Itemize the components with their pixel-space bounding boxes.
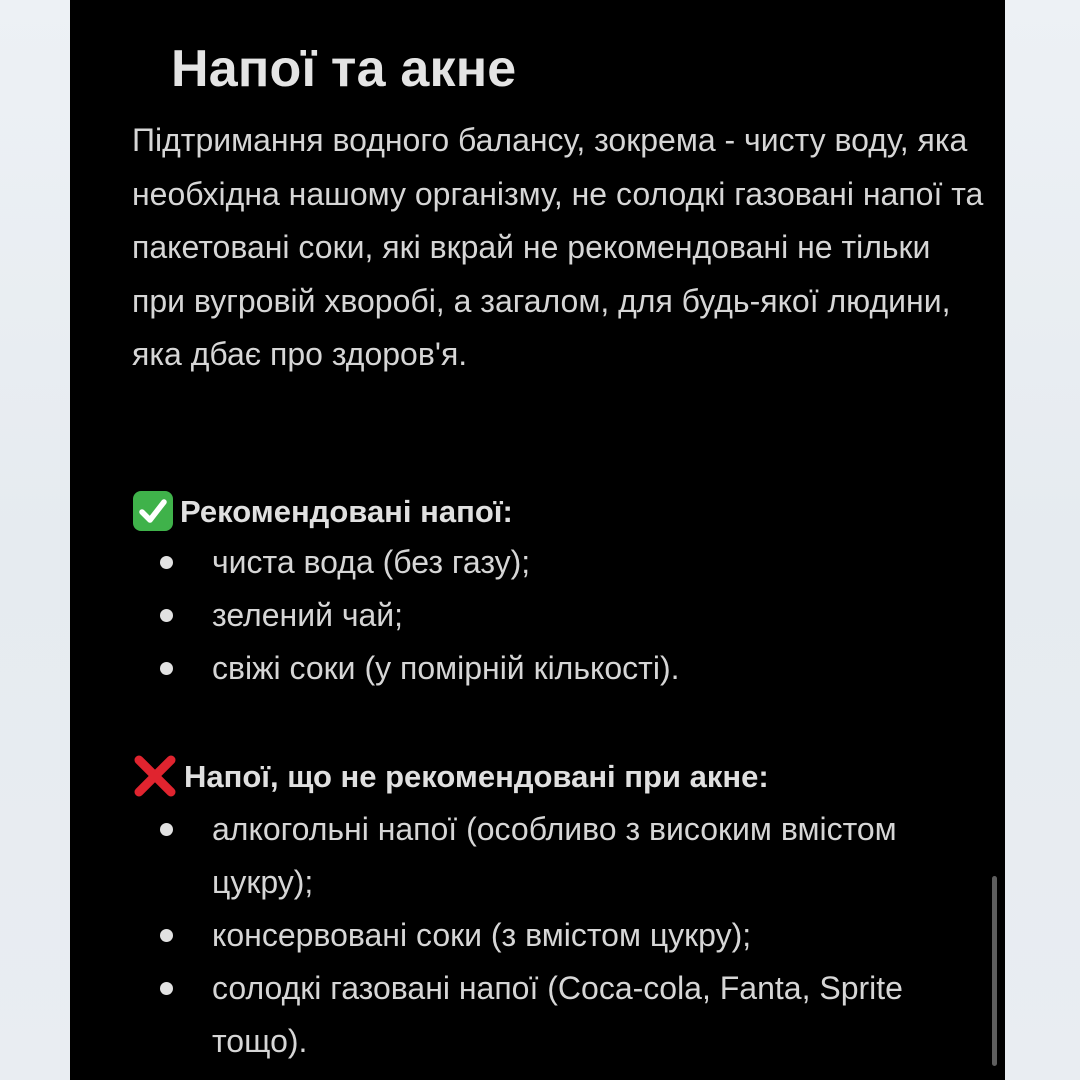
list-item-text: зелений чай; [212,597,404,633]
screen [70,0,1005,1080]
list-item-text: консервовані соки (з вмістом цукру); [212,917,752,953]
bullet-icon [160,556,173,569]
recommended-heading-text: Рекомендовані напої: [180,494,513,529]
list-item [150,589,950,642]
not-recommended-list [150,803,950,1068]
not-recommended-heading [132,752,769,802]
not-recommended-heading-text: Напої, що не рекомендовані при акне: [184,759,769,794]
list-item-text: солодкі газовані напої (Coca-cola, Fanta, Sprite тощо). [212,970,903,1059]
list-item-text: чиста вода (без газу); [212,544,531,580]
list-item [150,803,950,909]
list-item [150,962,950,1068]
list-item-text: свіжі соки (у помірній кількості). [212,650,680,686]
page-title: Напої та акне [171,40,517,98]
scrollbar[interactable] [992,876,997,1066]
bullet-icon [160,662,173,675]
bullet-icon [160,609,173,622]
bullet-icon [160,982,173,995]
recommended-heading [132,487,513,537]
bullet-icon [160,823,173,836]
bullet-icon [160,929,173,942]
list-item [150,909,950,962]
intro-paragraph: Підтримання водного балансу, зокрема - чисту воду, яка необхідна нашому організму, не солодкі газовані напої та пакетовані соки, які вкрай не рекомендовані не тільки при вугровій хворобі, а загалом, для будь-якої людини, яка дбає про здоров'я. [132,122,984,372]
list-item [150,536,950,589]
recommended-list [150,536,950,695]
list-item-text: алкогольні напої (особливо з високим вмістом цукру); [212,811,897,900]
list-item [150,642,950,695]
cross-mark-icon [132,753,178,799]
check-mark-icon [132,490,174,532]
